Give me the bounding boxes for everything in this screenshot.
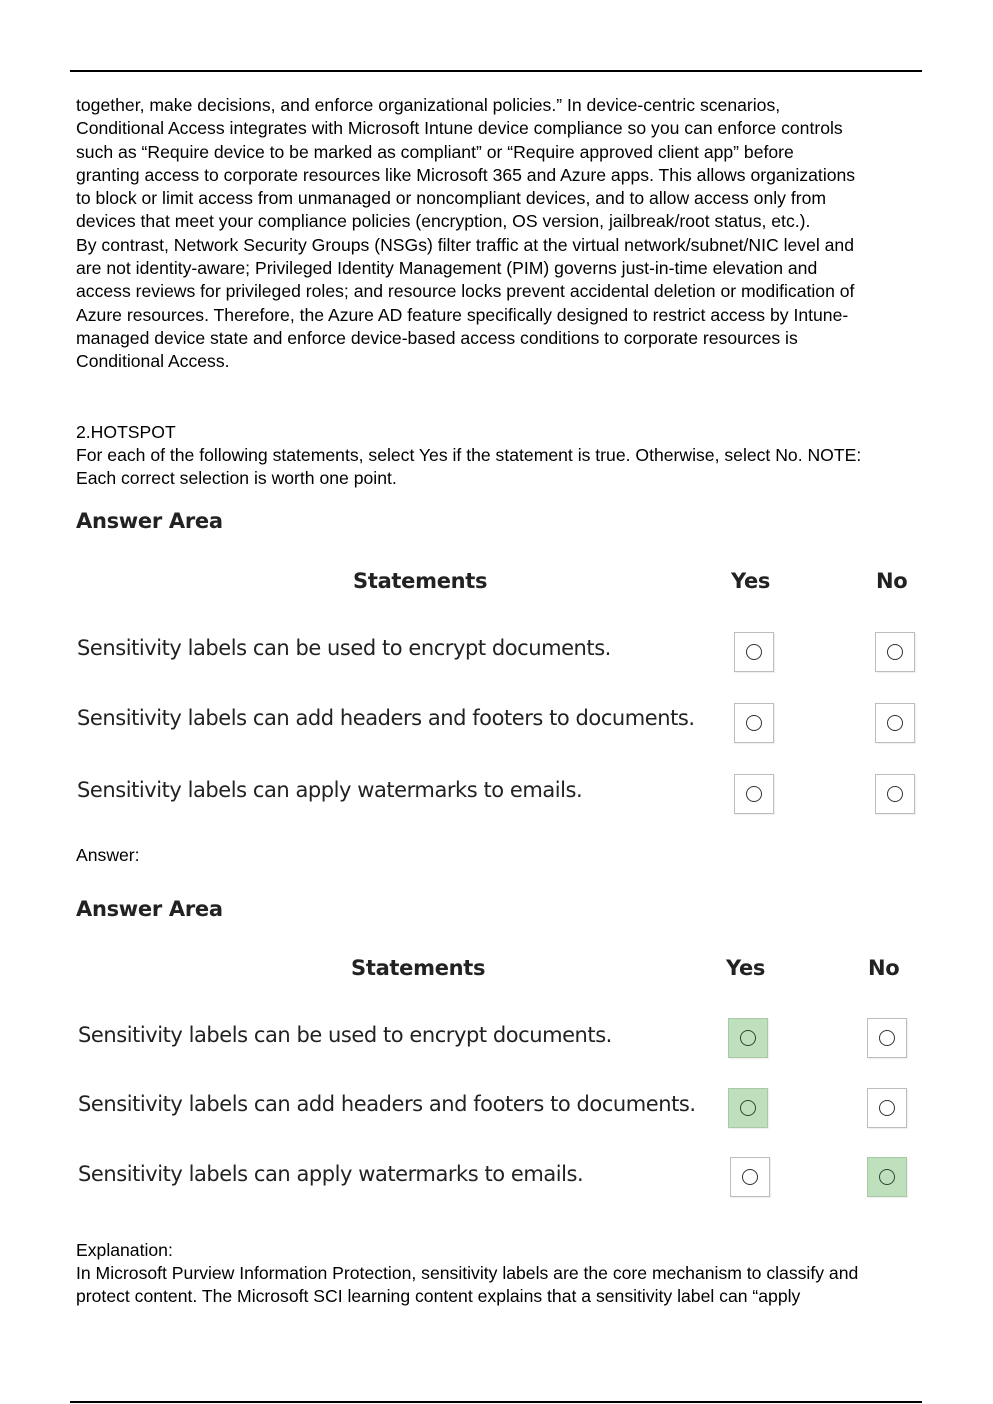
- top-rule: [70, 70, 922, 72]
- intro-paragraph: together, make decisions, and enforce organizational policies.” In device-centric scenarios, Conditional Access integrates with Microsoft Intune device compliance so you can enforce controls such as “Require device to be marked as compliant” or “Require approved client app” before granting access to corporate resources like Microsoft 365 and Azure apps. This allows organizations to block or limit access from unmanaged or noncompliant devices, and to allow access only from devices that meet your compliance policies (encryption, OS version, jailbreak/root status, etc.). By contrast, Network Security Groups (NSGs) filter traffic at the virtual network/subnet/NIC level and are not identity-aware; Privileged Identity Management (PIM) governs just-in-time elevation and access reviews for privileged roles; and resource locks prevent accidental deletion or modification of Azure resources. Therefore, the Azure AD feature specifically designed to restrict access by Intune- managed device state and enforce device-based access conditions to corporate resources is Conditional Access.: [76, 95, 856, 372]
- explanation-label: Explanation:: [76, 1240, 173, 1260]
- no-radio-box[interactable]: [867, 1088, 907, 1128]
- radio-circle-icon: [879, 1100, 895, 1116]
- statement-text: Sensitivity labels can apply watermarks to emails.: [77, 778, 583, 802]
- bottom-rule: [70, 1401, 922, 1403]
- yes-header: Yes: [726, 956, 766, 980]
- no-radio-box[interactable]: [867, 1018, 907, 1058]
- no-radio-box[interactable]: [875, 774, 915, 814]
- statement-text: Sensitivity labels can add headers and footers to documents.: [78, 1092, 696, 1116]
- statement-text: Sensitivity labels can be used to encrypt documents.: [78, 1023, 612, 1047]
- statement-text: Sensitivity labels can be used to encrypt documents.: [77, 636, 611, 660]
- radio-circle-icon: [746, 715, 762, 731]
- yes-radio-box[interactable]: [734, 774, 774, 814]
- yes-radio-box[interactable]: [730, 1157, 770, 1197]
- answer-area-title: Answer Area: [76, 509, 223, 533]
- answer-label: Answer:: [76, 845, 140, 865]
- no-header: No: [876, 569, 908, 593]
- no-radio-box[interactable]: [867, 1157, 907, 1197]
- question-number: 2.HOTSPOT: [76, 422, 176, 442]
- radio-circle-icon: [887, 715, 903, 731]
- radio-circle-icon: [740, 1100, 756, 1116]
- answer-area-title: Answer Area: [76, 897, 223, 921]
- radio-circle-icon: [742, 1169, 758, 1185]
- radio-circle-icon: [740, 1030, 756, 1046]
- no-header: No: [868, 956, 900, 980]
- statements-header: Statements: [353, 569, 488, 593]
- question-instructions: For each of the following statements, select Yes if the statement is true. Otherwise, select No. NOTE: Each correct selection is worth one point.: [76, 445, 862, 489]
- statement-text: Sensitivity labels can apply watermarks to emails.: [78, 1162, 584, 1186]
- radio-circle-icon: [879, 1169, 895, 1185]
- radio-circle-icon: [879, 1030, 895, 1046]
- no-radio-box[interactable]: [875, 703, 915, 743]
- statement-text: Sensitivity labels can add headers and footers to documents.: [77, 706, 695, 730]
- yes-radio-box[interactable]: [728, 1018, 768, 1058]
- radio-circle-icon: [887, 644, 903, 660]
- explanation-text: In Microsoft Purview Information Protection, sensitivity labels are the core mechanism to classify and protect content. The Microsoft SCI learning content explains that a sensitivity label can “apply: [76, 1263, 859, 1307]
- yes-radio-box[interactable]: [734, 703, 774, 743]
- radio-circle-icon: [746, 644, 762, 660]
- no-radio-box[interactable]: [875, 632, 915, 672]
- yes-header: Yes: [731, 569, 771, 593]
- radio-circle-icon: [746, 786, 762, 802]
- yes-radio-box[interactable]: [734, 632, 774, 672]
- radio-circle-icon: [887, 786, 903, 802]
- statements-header: Statements: [351, 956, 486, 980]
- yes-radio-box[interactable]: [728, 1088, 768, 1128]
